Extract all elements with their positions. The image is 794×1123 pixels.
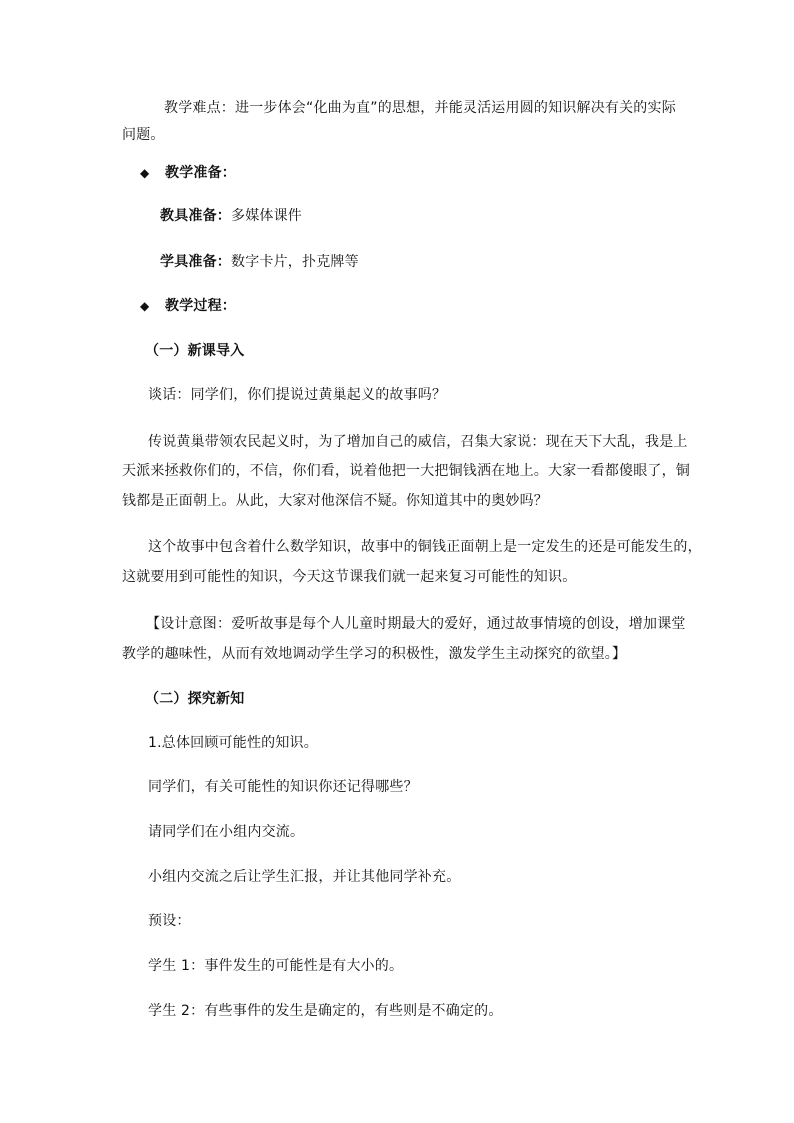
difficulty-line-2: 问题。 [122,127,165,143]
section2-student-2: 学生 2：有些事件的发生是确定的，有些则是不确定的。 [148,1003,503,1019]
section1-heading: （一）新课导入 [145,343,245,359]
story-line-1: 传说黄巢带领农民起义时，为了增加自己的威信，召集大家说：现在天下大乱，我是上 [148,434,688,450]
process-heading: 教学过程： [165,298,236,314]
intent-line-2: 教学的趣味性，从而有效地调动学生学习的积极性，激发学生主动探究的欲望。】 [122,646,627,662]
section2-report: 小组内交流之后让学生汇报，并让其他同学补充。 [148,869,461,885]
section1-talk: 谈话：同学们，你们提说过黄巢起义的故事吗？ [148,387,447,403]
student-prep [160,252,359,272]
section2-exchange: 请同学们在小组内交流。 [148,824,305,840]
story-line-3: 钱都是正面朝上。从此，大家对他深信不疑。你知道其中的奥妙吗？ [122,493,548,509]
para-line-2: 这就要用到可能性的知识，今天这节课我们就一起来复习可能性的知识。 [122,569,577,585]
difficulty-line-1: 教学难点：进一步体会“化曲为直”的思想，并能灵活运用圆的知识解决有关的实际 [164,100,676,116]
section2-question: 同学们，有关可能性的知识你还记得哪些？ [148,779,418,795]
section2-heading: （二）探究新知 [145,691,245,707]
story-line-2: 天派来拯救你们的，不信，你们看，说着他把一大把铜钱洒在地上。大家一看都傻眼了，铜 [122,463,690,479]
student-prep-value: 数字卡片，扑克牌等 [231,254,359,270]
section2-student-1: 学生 1：事件发生的可能性是有大小的。 [148,958,404,974]
teacher-prep-value: 多媒体课件 [231,208,302,224]
section2-preset: 预设： [148,913,191,929]
para-line-1: 这个故事中包含着什么数学知识，故事中的铜钱正面朝上是一定发生的还是可能发生的， [148,539,702,555]
teacher-prep [160,206,302,226]
section2-item-1: 1.总体回顾可能性的知识。 [148,735,318,751]
teacher-prep-label: 教具准备： [160,208,231,224]
student-prep-label: 学具准备： [160,254,231,270]
preparation-heading: 教学准备： [165,165,236,181]
diamond-bullet-icon: ◆ [140,299,150,313]
intent-line-1: 【设计意图：爱听故事是每个人儿童时期最大的爱好，通过故事情境的创设，增加课堂 [146,616,686,632]
diamond-bullet-icon: ◆ [140,166,150,180]
